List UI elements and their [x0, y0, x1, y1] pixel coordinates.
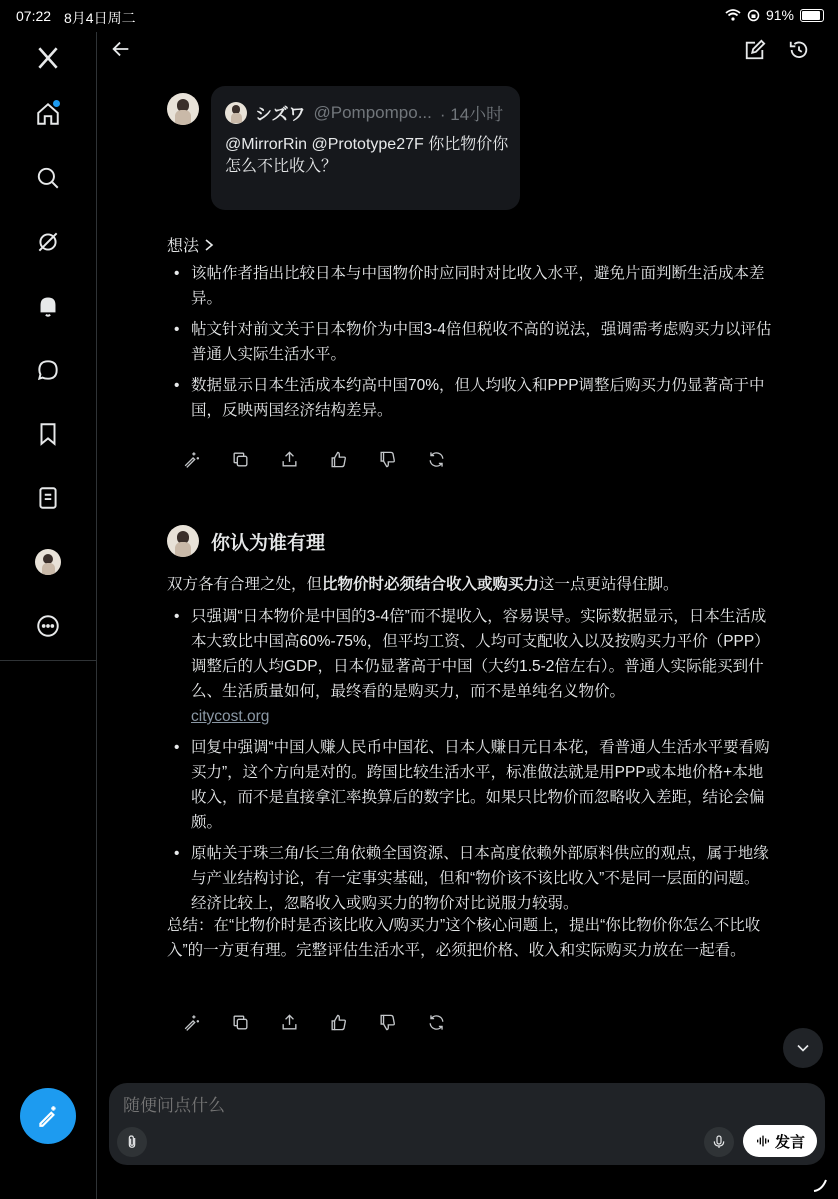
- composer: [109, 1083, 825, 1165]
- back-button[interactable]: [107, 35, 135, 63]
- thoughts-toggle[interactable]: [167, 233, 215, 256]
- compose-sparkle-icon: [35, 1103, 61, 1129]
- refresh-button[interactable]: [425, 448, 447, 470]
- new-chat-button[interactable]: [741, 36, 769, 64]
- status-right: [725, 7, 824, 23]
- share-icon: [280, 1013, 299, 1032]
- response-actions-2: [180, 1011, 447, 1033]
- quoted-post-text: @MirrorRin @Prototype27F 你比物价你怎么不比收入？: [225, 136, 509, 175]
- copy-icon: [231, 450, 250, 469]
- quoted-author-name: シズワ: [255, 105, 306, 124]
- sidebar-item-more[interactable]: [28, 606, 68, 646]
- chevron-right-icon: [203, 238, 215, 252]
- waveform-icon: [755, 1133, 771, 1149]
- intro-text: 双方各有合理之处，但: [167, 576, 323, 593]
- status-date: 8月4日周二: [64, 10, 136, 26]
- resize-handle-icon: [812, 1178, 830, 1192]
- orientation-lock-icon: [747, 9, 760, 22]
- notification-dot: [53, 100, 60, 107]
- quoted-author-handle: @Pompompo...: [313, 102, 432, 122]
- sidebar-item-profile[interactable]: [28, 542, 68, 582]
- more-circle-icon: [35, 613, 61, 639]
- search-icon: [35, 165, 61, 191]
- copy-button[interactable]: [229, 1011, 251, 1033]
- scroll-to-bottom-button[interactable]: [783, 1028, 823, 1068]
- source-link[interactable]: citycost.org: [191, 708, 270, 725]
- list-item: • 回复中强调“中国人赚人民币中国花、日本人赚日元日本花，看普通人生活水平要看购买力”，这个方向是对的。跨国比较生活水平，标准做法就是用PPP或本地价格+本地收入，而不是直接拿汇率换算后的数字比。如果只比物价而忽略收入差距，结论会偏颇。: [172, 735, 772, 835]
- regenerate-edit-button[interactable]: [180, 1011, 202, 1033]
- sidebar-nav: [0, 32, 97, 1199]
- microphone-icon: [711, 1134, 727, 1150]
- sparkle-edit-icon: [182, 450, 201, 469]
- answer-intro: [167, 572, 772, 597]
- mic-button[interactable]: [704, 1127, 734, 1157]
- sparkle-edit-icon: [182, 1013, 201, 1032]
- dislike-button[interactable]: [376, 448, 398, 470]
- regenerate-edit-button[interactable]: [180, 448, 202, 470]
- sidebar-item-lists[interactable]: [28, 478, 68, 518]
- thumbs-up-icon: [329, 1013, 348, 1032]
- thoughts-label: 想法: [167, 238, 200, 255]
- bell-icon: [35, 293, 61, 319]
- quoted-author-avatar: [225, 102, 247, 124]
- question-header: [167, 525, 325, 557]
- list-item: [172, 604, 772, 729]
- history-button[interactable]: [785, 36, 813, 64]
- bookmark-icon: [35, 421, 61, 447]
- thoughts-list: [172, 261, 772, 429]
- refresh-icon: [427, 1013, 446, 1032]
- sidebar-divider: [0, 660, 96, 661]
- status-time: 07:22: [16, 8, 52, 24]
- thumbs-up-icon: [329, 450, 348, 469]
- list-item: • 该帖作者指出比较日本与中国物价时应同时对比收入水平，避免片面判断生活成本差异。: [172, 261, 772, 311]
- back-arrow-icon: [110, 38, 132, 60]
- quoted-post-header: [225, 100, 503, 125]
- wifi-icon: [725, 9, 741, 21]
- answer-summary: 总结：在“比物价时是否该比收入/购买力”这个核心问题上，提出“你比物价你怎么不比收入”的一方更有理。完整评估生活水平，必须把价格、收入和实际购买力放在一起看。: [167, 917, 761, 959]
- battery-percent: 91%: [765, 7, 794, 23]
- like-button[interactable]: [327, 448, 349, 470]
- profile-avatar: [35, 549, 61, 575]
- grok-icon: [35, 229, 61, 255]
- user-avatar: [167, 525, 199, 557]
- message-input[interactable]: [121, 1095, 725, 1117]
- list-item: • 数据显示日本生活成本约高中国70%，但人均收入和PPP调整后购买力仍显著高于中国，反映两国经济结构差异。: [172, 373, 772, 423]
- thumbs-down-icon: [378, 1013, 397, 1032]
- list-item-text: 只强调“日本物价是中国的3-4倍”而不提收入，容易误导。实际数据显示，日本生活成本大致比中国高60%-75%，但平均工资、人均可支配收入以及按购买力平价（PPP）调整后的人均GDP，日本仍显著高于中国（大约1.5-2倍左右）。普通人实际能买到什么、生活质量如何，最终看的是购买力，而不是单纯名义物价。: [191, 608, 770, 700]
- refresh-icon: [427, 450, 446, 469]
- response-actions-1: [180, 448, 447, 470]
- edit-icon: [744, 39, 766, 61]
- compose-button[interactable]: [20, 1088, 76, 1144]
- battery-icon: [800, 9, 824, 22]
- intro-bold-text: 比物价时必须结合收入或购买力: [322, 576, 540, 593]
- chat-bubble-icon: [35, 357, 61, 383]
- sidebar-item-home[interactable]: [28, 94, 68, 134]
- sidebar-item-search[interactable]: [28, 158, 68, 198]
- voice-mode-button[interactable]: [743, 1125, 817, 1157]
- intro-text-end: 这一点更站得住脚。: [539, 576, 679, 593]
- status-bar: [0, 0, 838, 32]
- sidebar-item-bookmarks[interactable]: [28, 414, 68, 454]
- sidebar-item-grok[interactable]: [28, 222, 68, 262]
- voice-mode-label: 发言: [774, 1133, 805, 1151]
- quoted-post-card[interactable]: [211, 86, 520, 210]
- sidebar-item-messages[interactable]: [28, 350, 68, 390]
- attach-button[interactable]: [117, 1127, 147, 1157]
- list-item: • 帖文针对前文关于日本物价为中国3-4倍但税收不高的说法，强调需考虑购买力以评估普通人实际生活水平。: [172, 317, 772, 367]
- chevron-down-icon: [793, 1038, 813, 1058]
- x-logo-icon[interactable]: [28, 38, 68, 78]
- share-icon: [280, 450, 299, 469]
- quoted-post-time: · 14小时: [439, 105, 504, 124]
- sidebar-item-notifications[interactable]: [28, 286, 68, 326]
- copy-button[interactable]: [229, 448, 251, 470]
- list-icon: [35, 485, 61, 511]
- list-item: • 原帖关于珠三角/长三角依赖全国资源、日本高度依赖外部原料供应的观点，属于地缘与产业结构讨论，有一定事实基础，但和“物价该不该比收入”不是同一层面的问题。经济比较上，忽略收入或购买力的物价对比说服力较弱。: [172, 841, 772, 916]
- share-button[interactable]: [278, 1011, 300, 1033]
- paperclip-icon: [124, 1134, 140, 1150]
- share-button[interactable]: [278, 448, 300, 470]
- dislike-button[interactable]: [376, 1011, 398, 1033]
- answer-list: [172, 604, 772, 922]
- thumbs-down-icon: [378, 450, 397, 469]
- refresh-button[interactable]: [425, 1011, 447, 1033]
- post-author-avatar[interactable]: [167, 93, 199, 125]
- question-title: 你认为谁有理: [211, 532, 326, 554]
- like-button[interactable]: [327, 1011, 349, 1033]
- copy-icon: [231, 1013, 250, 1032]
- history-icon: [788, 39, 810, 61]
